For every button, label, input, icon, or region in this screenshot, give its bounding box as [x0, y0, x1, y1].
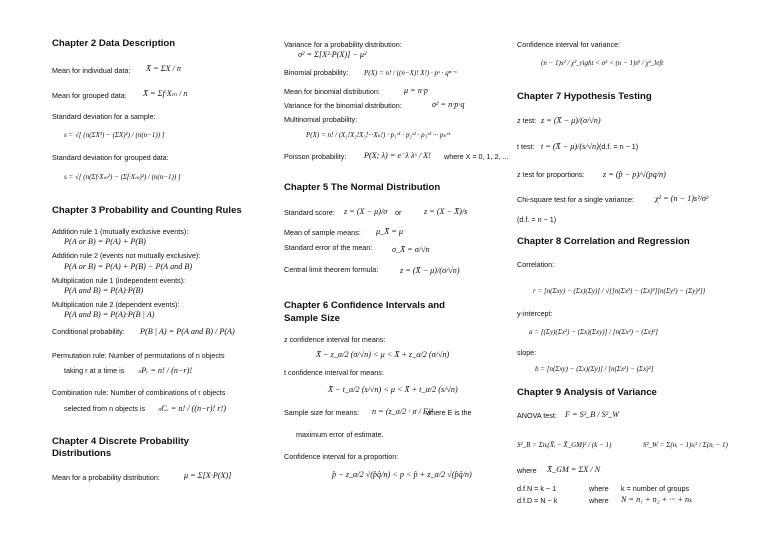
- binomial-formula: P(X) = n! / ((n−X)! X!) · pˣ · qⁿ⁻ˣ: [364, 69, 457, 77]
- grand-mean-where: where: [517, 466, 537, 475]
- addition-rule-1-label: Addition rule 1 (mutually exclusive events):: [52, 227, 189, 236]
- variance-binomial-label: Variance for the binomial distribution:: [284, 101, 402, 110]
- standard-score-label: Standard score:: [284, 208, 335, 217]
- multiplication-rule-2-formula: P(A and B) = P(A)·P(B | A): [64, 310, 155, 319]
- t-confidence-formula: X̄ − t_α/2 (s/√n) < μ < X̄ + t_α/2 (s/√n): [328, 385, 458, 394]
- poisson-label: Poisson probability:: [284, 152, 347, 161]
- df-numerator: d.f.N = k − 1: [517, 484, 557, 493]
- binomial-label: Binomial probability:: [284, 68, 349, 77]
- z-test-label: z test:: [517, 116, 537, 125]
- mean-binomial-label: Mean for binomial distribution:: [284, 87, 380, 96]
- mean-binomial-formula: μ = n·p: [404, 86, 428, 95]
- z-proportions-label: z test for proportions:: [517, 170, 585, 179]
- variance-probability-label: Variance for a probability distribution:: [284, 40, 402, 49]
- within-variance-formula: S²_W = Σ(nᵢ − 1)sᵢ² / Σ(nᵢ − 1): [643, 441, 728, 449]
- y-intercept-label: y-intercept:: [517, 309, 553, 318]
- df-numerator-k: k = number of groups: [621, 484, 690, 493]
- df-numerator-where: where: [589, 484, 609, 493]
- variance-binomial-formula: σ² = n·p·q: [432, 100, 465, 109]
- correlation-label: Correlation:: [517, 260, 555, 269]
- grand-mean-formula: X̄_GM = ΣX / N: [547, 465, 601, 474]
- variance-probability-formula: σ² = Σ[X²·P(X)] − μ²: [298, 50, 367, 59]
- sample-size-label-2: maximum error of estimate.: [296, 430, 384, 439]
- proportion-ci-formula: p̂ − z_α/2 √(p̂q̂/n) < p < p̂ + z_α/2 √(p̂q̂/n): [332, 470, 472, 479]
- combination-rule-label-2: selected from n objects is: [64, 404, 146, 413]
- poisson-where: where X = 0, 1, 2, ...: [444, 152, 509, 161]
- permutation-formula: ₙPᵣ = n! / (n−r)!: [138, 366, 193, 375]
- multinomial-formula: P(X) = n! / (X₁!X₂!X₃!···Xₖ!) · p₁ˣ¹ · p₂ˣ² · p₃ˣ³ ··· pₖˣᵏ: [306, 131, 451, 139]
- chapter-4-heading: Chapter 4 Discrete Probability: [52, 436, 190, 447]
- chapter-6-heading: Chapter 6 Confidence Intervals and: [284, 300, 445, 311]
- z-test-formula: z = (X̄ − μ)/(σ/√n): [541, 116, 601, 125]
- addition-rule-1-formula: P(A or B) = P(A) + P(B): [64, 237, 146, 246]
- sd-grouped-label: Standard deviation for grouped data:: [52, 153, 169, 162]
- correlation-formula: r = [n(Σxy) − (Σx)(Σy)] / √{[n(Σx²) − (Σx)²][n(Σy²) − (Σy)²]}: [533, 287, 706, 295]
- slope-formula: b = [n(Σxy) − (Σx)(Σy)] / [n(Σx²) − (Σx)²]: [535, 365, 654, 373]
- standard-score-formula-2: z = (X − X̄)/s: [424, 207, 468, 216]
- mean-probability-formula: μ = Σ[X·P(X)]: [184, 471, 232, 480]
- mean-grouped-label: Mean for grouped data:: [52, 91, 127, 100]
- t-test-label: t test:: [517, 142, 535, 151]
- clt-formula: z = (X̄ − μ)/(σ/√n): [400, 266, 460, 275]
- df-denominator: d.f.D = N − k: [517, 496, 558, 505]
- mean-grouped-formula: X̄ = Σf·Xₘ / n: [143, 89, 188, 98]
- combination-formula: ₙCᵣ = n! / ((n−r)! r!): [158, 404, 226, 413]
- multiplication-rule-1-formula: P(A and B) = P(A)·P(B): [64, 286, 144, 295]
- chapter-4-heading-2: Distributions: [52, 448, 112, 459]
- standard-error-label: Standard error of the mean:: [284, 243, 373, 252]
- z-confidence-label: z confidence interval for means:: [284, 335, 386, 344]
- chapter-2-heading: Chapter 2 Data Description: [52, 38, 176, 49]
- sample-size-formula: n = (z_α/2 · σ / E)²: [372, 407, 434, 416]
- mean-sample-means-label: Mean of sample means:: [284, 228, 361, 237]
- standard-score-or: or: [395, 208, 402, 217]
- mean-sample-means-formula: μ_X̄ = μ: [376, 227, 403, 236]
- sd-sample-label: Standard deviation for a sample:: [52, 112, 156, 121]
- mean-individual-label: Mean for individual data:: [52, 66, 131, 75]
- variance-ci-formula: (n − 1)s² / χ²_right < σ² < (n − 1)s² / χ²_left: [541, 59, 664, 67]
- df-denominator-where: where: [589, 496, 609, 505]
- variance-ci-label: Confidence interval for variance:: [517, 40, 621, 49]
- sd-grouped-formula: s = √[ (n(Σf·Xₘ²) − (Σf·Xₘ)²) / (n(n−1)) ]: [64, 173, 181, 181]
- z-confidence-formula: X̄ − z_α/2 (σ/√n) < μ < X̄ + z_α/2 (σ/√n): [316, 350, 450, 359]
- chi-square-formula: χ² = (n − 1)s²/σ²: [655, 194, 709, 203]
- slope-label: slope:: [517, 348, 537, 357]
- addition-rule-2-label: Addition rule 2 (events not mutually exclusive):: [52, 251, 201, 260]
- y-intercept-formula: a = [(Σy)(Σx²) − (Σx)(Σxy)] / [n(Σx²) − (Σx)²]: [529, 328, 658, 336]
- chapter-8-heading: Chapter 8 Correlation and Regression: [517, 236, 690, 247]
- t-test-formula: t = (X̄ − μ)/(s/√n): [541, 142, 599, 151]
- df-denominator-n: N = n₁ + n₂ + ··· + nₖ: [621, 495, 693, 504]
- t-confidence-label: t confidence interval for means:: [284, 368, 384, 377]
- conditional-probability-label: Conditional probability:: [52, 327, 125, 336]
- permutation-rule-label-2: taking r at a time is: [64, 366, 125, 375]
- chapter-7-heading: Chapter 7 Hypothesis Testing: [517, 91, 652, 102]
- multinomial-label: Multinomial probability:: [284, 115, 358, 124]
- conditional-probability-formula: P(B | A) = P(A and B) / P(A): [140, 327, 235, 336]
- combination-rule-label: Combination rule: Number of combinations of r objects: [52, 388, 226, 397]
- t-test-df: (d.f. = n − 1): [599, 142, 639, 151]
- between-variance-formula: S²_B = Σnᵢ(X̄ᵢ − X̄_GM)² / (k − 1): [517, 441, 612, 449]
- mean-individual-formula: X̄ = ΣX / n: [146, 64, 181, 73]
- poisson-formula: P(X; λ) = e⁻λ λˣ / X!: [364, 151, 431, 160]
- mean-probability-label: Mean for a probability distribution:: [52, 473, 160, 482]
- anova-formula: F = S²_B / S²_W: [565, 410, 620, 419]
- z-proportions-formula: z = (p̂ − p)/√(pq/n): [603, 170, 666, 179]
- sample-size-where: where E is the: [426, 408, 472, 417]
- chapter-5-heading: Chapter 5 The Normal Distribution: [284, 182, 441, 193]
- proportion-ci-label: Confidence interval for a proportion:: [284, 452, 399, 461]
- chi-square-label: Chi-square test for a single variance:: [517, 195, 635, 204]
- permutation-rule-label: Permutation rule: Number of permutations of n objects: [52, 351, 225, 360]
- standard-score-formula-1: z = (X − μ)/σ: [344, 207, 388, 216]
- standard-error-formula: σ_X̄ = σ/√n: [392, 245, 430, 254]
- clt-label: Central limit theorem formula:: [284, 265, 379, 274]
- multiplication-rule-2-label: Multiplication rule 2 (dependent events):: [52, 300, 180, 309]
- anova-label: ANOVA test:: [517, 411, 557, 420]
- chapter-9-heading: Chapter 9 Analysis of Variance: [517, 387, 657, 398]
- chapter-3-heading: Chapter 3 Probability and Counting Rules: [52, 205, 242, 216]
- addition-rule-2-formula: P(A or B) = P(A) + P(B) − P(A and B): [64, 262, 193, 271]
- chapter-6-heading-2: Sample Size: [284, 313, 340, 324]
- sd-sample-formula: s = √[ (n(ΣX²) − (ΣX)²) / (n(n−1)) ]: [64, 131, 165, 139]
- sample-size-label: Sample size for means:: [284, 408, 360, 417]
- multiplication-rule-1-label: Multiplication rule 1 (independent events):: [52, 276, 186, 285]
- chi-square-df: (d.f. = n − 1): [517, 215, 557, 224]
